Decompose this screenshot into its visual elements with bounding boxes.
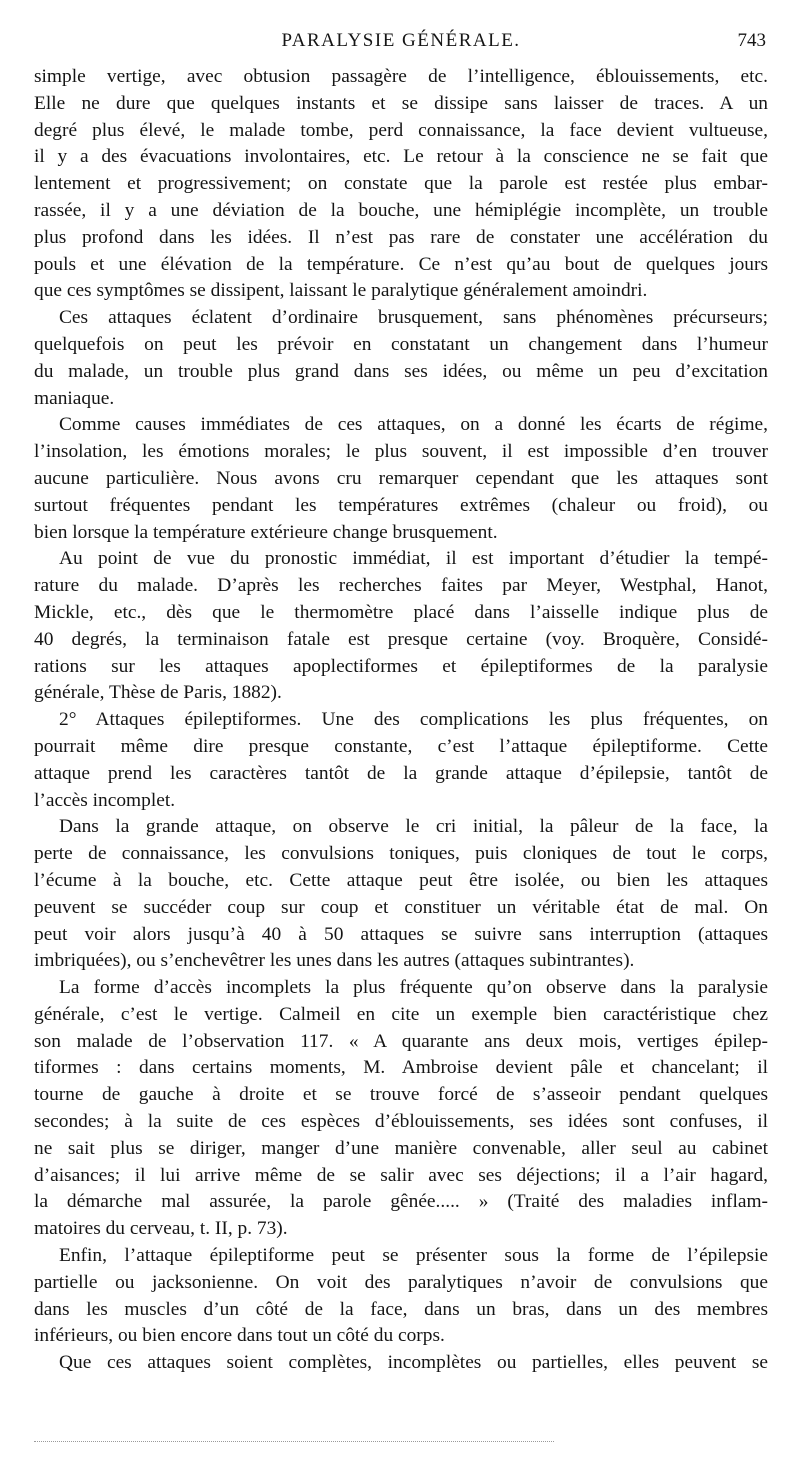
running-header [34,30,768,58]
text-line: tiformes : dans certains moments, M. Ambroise devient pâle et chancelant; il [34,1057,768,1079]
text-line: la démarche mal assurée, la parole gênée..... » (Traité des maladies inflam- [34,1191,768,1213]
text-line: lentement et progressivement; on constate que la parole est restée plus embar- [34,173,768,195]
text-line: rassée, il y a une déviation de la bouche, une hémiplégie incomplète, un trouble [34,199,768,221]
text-line: perte de connaissance, les convulsions toniques, puis cloniques de tout le corps, [34,843,768,865]
text-line: imbriquées), ou s’enchevêtrer les unes dans les autres (attaques subintrantes). [34,950,635,972]
text-line: bien lorsque la température extérieure change brusquement. [34,521,498,543]
text-line: matoires du cerveau, t. II, p. 73). [34,1218,288,1240]
text-line: plus profond dans les idées. Il n’est pas rare de constater une accélération du [34,226,768,248]
text-line: Enfin, l’attaque épileptiforme peut se présenter sous la forme de l’épilepsie [59,1245,768,1267]
text-line: Comme causes immédiates de ces attaques, on a donné les écarts de régime, [59,414,768,436]
text-line: Au point de vue du pronostic immédiat, il est important d’étudier la tempé- [59,548,768,570]
text-line: quelquefois on peut les prévoir en constatant un changement dans l’humeur [34,333,768,355]
text-line: Que ces attaques soient complètes, incomplètes ou partielles, elles peuvent se [59,1352,768,1374]
text-line: rations sur les attaques apoplectiformes et épileptiformes de la paralysie [34,655,768,677]
text-line: générale, Thèse de Paris, 1882). [34,682,282,704]
text-line: partielle ou jacksonienne. On voit des paralytiques n’avoir de convulsions que [34,1271,768,1293]
text-line: l’accès incomplet. [34,789,176,811]
footer-rule [34,1441,554,1442]
text-line: Mickle, etc., dès que le thermomètre placé dans l’aisselle indique plus de [34,601,768,623]
text-line: maniaque. [34,387,115,409]
text-line: pouls et une élévation de la température. Ce n’est qu’au bout de quelques jours [34,253,768,275]
text-line: Ces attaques éclatent d’ordinaire brusquement, sans phénomènes précurseurs; [59,307,768,329]
text-line: secondes; à la suite de ces espèces d’éblouissements, ses idées sont confuses, il [34,1111,768,1133]
text-line: attaque prend les caractères tantôt de la grande attaque d’épilepsie, tantôt de [34,762,768,784]
text-line: générale, c’est le vertige. Calmeil en cite un exemple bien caractéristique chez [34,1003,768,1025]
text-line: Dans la grande attaque, on observe le cri initial, la pâleur de la face, la [59,816,768,838]
text-line: degré plus élevé, le malade tombe, perd connaissance, la face devient vultueuse, [34,119,768,141]
text-line: peuvent se succéder coup sur coup et constituer un véritable état de mal. On [34,896,768,918]
text-line: Elle ne dure que quelques instants et se dissipe sans laisser de traces. A un [34,92,768,114]
text-line: inférieurs, ou bien encore dans tout un côté du corps. [34,1325,445,1347]
text-line: tourne de gauche à droite et se trouve forcé de s’asseoir pendant quelques [34,1084,768,1106]
text-line: il y a des évacuations involontaires, etc. Le retour à la conscience ne se fait que [34,146,768,168]
running-title: PARALYSIE GÉNÉRALE. [281,30,521,51]
text-line: ne sait plus se diriger, manger d’une manière convenable, aller seul au cabinet [34,1137,768,1159]
page-number: 743 [737,30,766,51]
text-line: peut voir alors jusqu’à 40 à 50 attaques se suivre sans interruption (attaques [34,923,768,945]
text-line: 2° Attaques épileptiformes. Une des complications les plus fréquentes, on [59,709,768,731]
text-line: aucune particulière. Nous avons cru remarquer cependant que les attaques sont [34,467,768,489]
text-line: 40 degrés, la terminaison fatale est presque certaine (voy. Broquère, Considé- [34,628,768,650]
text-line: l’insolation, les émotions morales; le plus souvent, il est impossible d’en trouver [34,441,768,463]
text-line: pourrait même dire presque constante, c’est l’attaque épileptiforme. Cette [34,735,768,757]
text-line: simple vertige, avec obtusion passagère de l’intelligence, éblouissements, etc. [34,66,768,87]
text-line: dans les muscles d’un côté de la face, dans un bras, dans un des membres [34,1298,768,1320]
text-line: d’aisances; il lui arrive même de se salir avec ses déjections; il a l’air hagard, [34,1164,768,1186]
text-line: son malade de l’observation 117. « A quarante ans deux mois, vertiges épilep- [34,1030,768,1052]
text-line: surtout fréquentes pendant les températures extrêmes (chaleur ou froid), ou [34,494,768,516]
text-line: l’écume à la bouche, etc. Cette attaque peut être isolée, ou bien les attaques [34,869,768,891]
text-line: La forme d’accès incomplets la plus fréquente qu’on observe dans la paralysie [59,977,768,999]
text-line: que ces symptômes se dissipent, laissant le paralytique généralement amoindri. [34,280,648,302]
text-line: du malade, un trouble plus grand dans ses idées, ou même un peu d’excitation [34,360,768,382]
text-line: rature du malade. D’après les recherches faites par Meyer, Westphal, Hanot, [34,575,768,597]
body-text [34,64,768,1377]
